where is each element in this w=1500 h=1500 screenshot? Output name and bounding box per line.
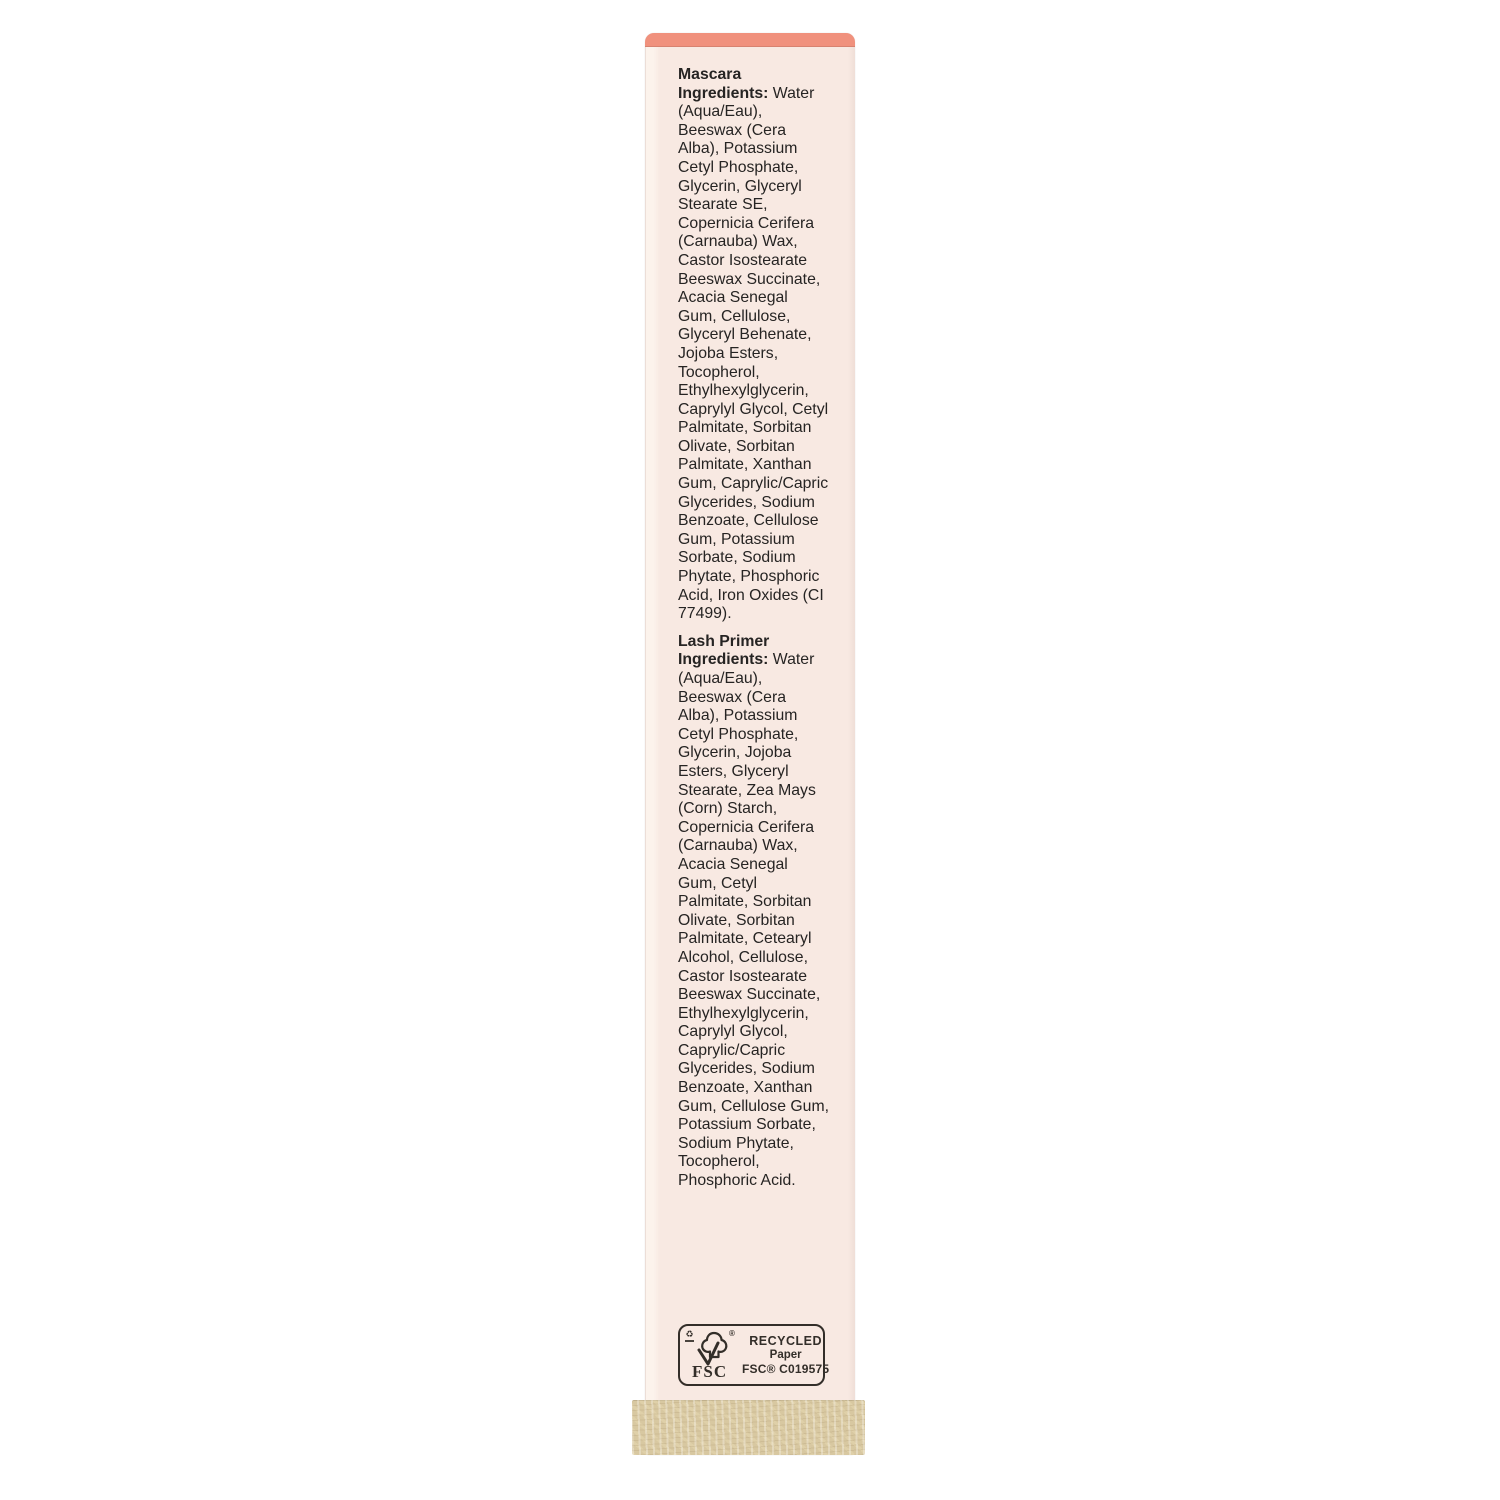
fsc-recycled-label — [678, 1324, 830, 1386]
box-right-edge-shade — [848, 47, 855, 1400]
fsc-wordmark: FSC — [692, 1362, 728, 1381]
box-bottom-kraft-edge — [632, 1400, 865, 1455]
fsc-logo-block — [680, 1326, 742, 1384]
ingredients-panel — [678, 66, 830, 1191]
box-left-edge-highlight — [645, 47, 660, 1400]
fsc-recycled-text: RECYCLED — [749, 1334, 823, 1348]
fsc-text-block — [742, 1326, 833, 1384]
box-top-coral-strip — [645, 33, 855, 47]
product-box — [645, 33, 855, 1455]
mascara-ingredients-section — [678, 66, 830, 624]
fsc-paper-text: Paper — [769, 1349, 802, 1361]
lash-primer-ingredients-heading: Lash Primer Ingredients: — [678, 632, 770, 669]
recycle-microtext — [685, 1340, 694, 1342]
recycle-icon: ♻ — [684, 1330, 695, 1344]
mascara-ingredients-body: Water (Aqua/Eau), Beeswax (Cera Alba), Potassium Cetyl Phosphate, Glycerin, Glyceryl Stearate SE, Copernicia Cerifera (Carnauba) Wax, Castor Isostearate Beeswax Succinate, Acacia Senegal Gum, Cellulose, Glyceryl Behenate, Jojoba Esters, Tocopherol, Ethylhexylglycerin, Caprylyl Glycol, Cetyl Palmitate, Sorbitan Olivate, Sorbitan Palmitate, Xanthan Gum, Caprylic/Capric Glycerides, Sodium Benzoate, Cellulose Gum, Potassium Sorbate, Sodium Phytate, Phosphoric Acid, Iron Oxides (CI 77499). — [678, 84, 829, 623]
registered-mark: ® — [729, 1329, 735, 1338]
lash-primer-ingredients-section — [678, 633, 830, 1191]
mascara-ingredients-heading: Mascara Ingredients: — [678, 66, 769, 102]
lash-primer-ingredients-body: Water (Aqua/Eau), Beeswax (Cera Alba), Potassium Cetyl Phosphate, Glycerin, Jojoba Esters, Glyceryl Stearate, Zea Mays (Corn) Starch, Copernicia Cerifera (Carnauba) Wax, Acacia Senegal Gum, Cetyl Palmitate, Sorbitan Olivate, Sorbitan Palmitate, Cetearyl Alcohol, Cellulose, Castor Isostearate Beeswax Succinate, Ethylhexylglycerin, Caprylyl Glycol, Caprylic/Capric Glycerides, Sodium Benzoate, Xanthan Gum, Cellulose Gum, Potassium Sorbate, Sodium Phytate, Tocopherol, Phosphoric Acid. — [678, 651, 829, 1190]
fsc-certificate-number: FSC® C019575 — [742, 1362, 830, 1376]
